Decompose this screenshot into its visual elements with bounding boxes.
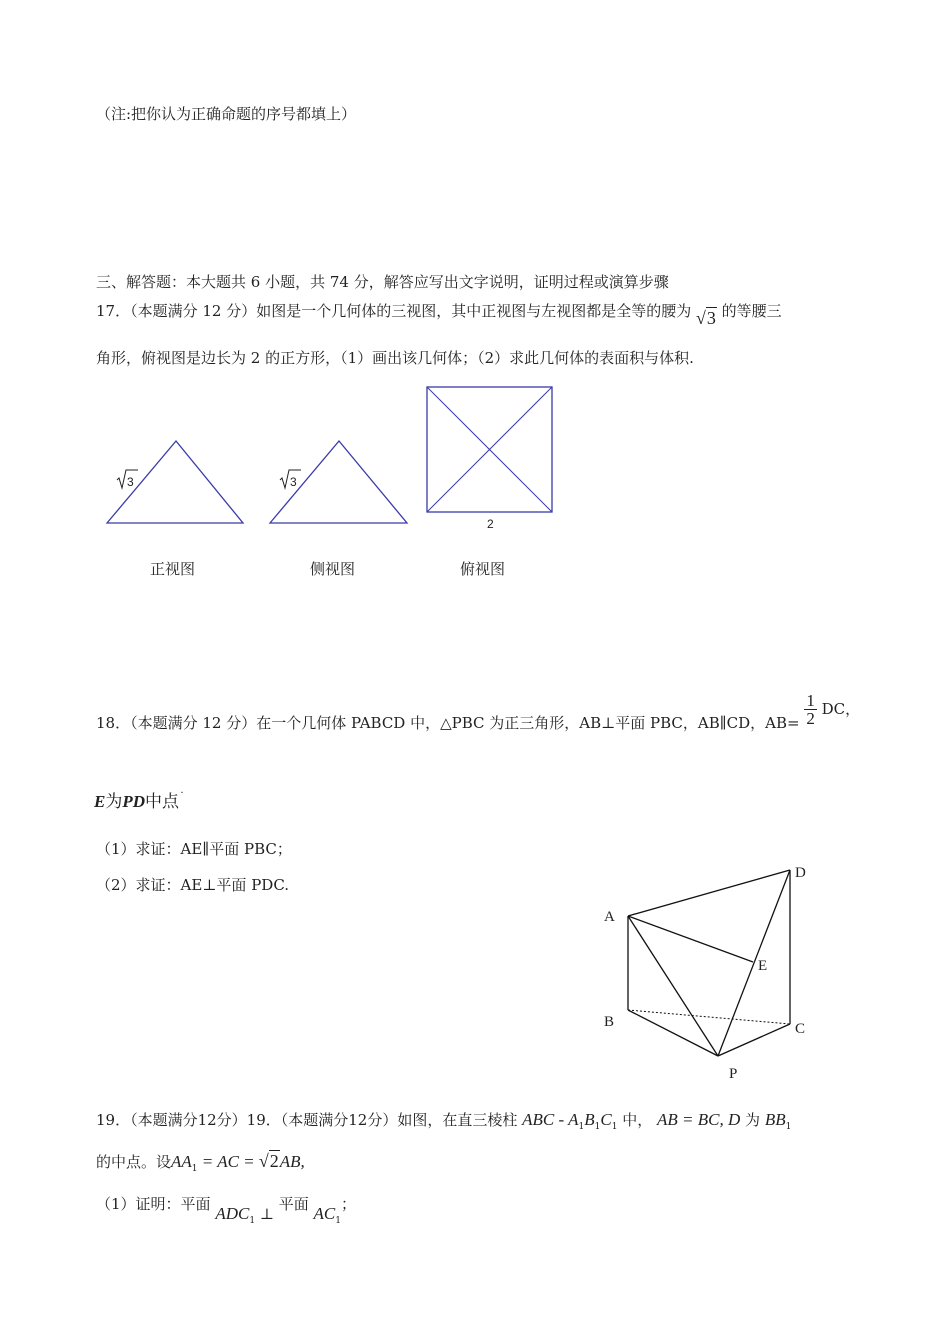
side-view-sqrt-num: 3 bbox=[290, 475, 297, 489]
label-b: B bbox=[604, 1014, 615, 1030]
q19-part1: （1）证明：平面 $ADC_1$ ⊥ 平面 $AC_1$； bbox=[96, 1195, 357, 1226]
front-view-sqrt-num: 3 bbox=[127, 475, 134, 489]
edge-aa1: AA bbox=[171, 1152, 192, 1171]
label-e: E bbox=[758, 958, 768, 974]
edge-bb1: BB bbox=[764, 1110, 786, 1129]
segment-pd: PD bbox=[122, 792, 146, 811]
q17-line1-end: 的等腰三 bbox=[721, 302, 782, 320]
q18-line2: E为PD中点˙ bbox=[94, 790, 186, 812]
q18-line1-end: DC， bbox=[821, 699, 861, 718]
q18-part2: （2）求证：AE⊥平面 PDC. bbox=[96, 876, 290, 894]
q19-line1: 19．（本题满分12分）19．（本题满分12分）如图，在直三棱柱 ABC - $A_1B_1C_1$ 中， AB = BC, D 为 $BB_1$ bbox=[96, 1110, 792, 1132]
top-view-side-label: 2 bbox=[487, 517, 494, 531]
sqrt-symbol: √3 bbox=[696, 308, 716, 328]
plane-adc1: ADC bbox=[215, 1204, 250, 1223]
q18-line2-wei: 为 bbox=[105, 792, 123, 812]
label-a: A bbox=[604, 909, 615, 925]
q18-part1: （1）求证：AE∥平面 PBC； bbox=[96, 840, 292, 858]
prism-abc: ABC bbox=[522, 1110, 555, 1129]
perp-symbol: ⊥ bbox=[259, 1205, 274, 1223]
section-heading: 三、解答题：本大题共 6 小题，共 74 分，解答应写出文字说明，证明过程或演算步骤 bbox=[96, 273, 669, 291]
sqrt2-symbol: √2 bbox=[258, 1151, 279, 1171]
fraction-numerator: 1 bbox=[806, 691, 815, 710]
note-text: （注:把你认为正确命题的序号都填上） bbox=[96, 105, 357, 123]
fraction-denominator: 2 bbox=[806, 709, 815, 728]
q17-line2: 角形，俯视图是边长为 2 的正方形，（1）画出该几何体；（2）求此几何体的表面积与体积. bbox=[96, 349, 694, 367]
label-p: P bbox=[729, 1066, 738, 1082]
front-view-caption: 正视图 bbox=[150, 560, 196, 578]
q18-line1-text: 18．（本题满分 12 分）在一个几何体 PABCD 中，△PBC 为正三角形，AB⊥平面 PBC，AB∥CD，AB= bbox=[96, 713, 800, 732]
q19-line1-text: 19．（本题满分12分）19．（本题满分12分）如图，在直三棱柱 bbox=[96, 1111, 518, 1129]
label-d: D bbox=[795, 865, 806, 881]
condition-ab-bc: AB = BC, D bbox=[657, 1110, 741, 1129]
top-view-caption: 俯视图 bbox=[460, 560, 506, 578]
label-c: C bbox=[795, 1021, 806, 1037]
q17-line1-text: 17．（本题满分 12 分）如图是一个几何体的三视图，其中正视图与左视图都是全等的腰为 bbox=[96, 302, 692, 320]
point-e: E bbox=[94, 792, 106, 811]
plane-ac1: AC bbox=[313, 1204, 336, 1223]
side-view-caption: 侧视图 bbox=[310, 560, 356, 578]
q18-line2-end: 中点 bbox=[145, 792, 180, 812]
q19-line2: 的中点。设$AA_1$ = AC = √2AB, bbox=[96, 1151, 305, 1174]
sqrt-value: 3 bbox=[706, 308, 716, 328]
